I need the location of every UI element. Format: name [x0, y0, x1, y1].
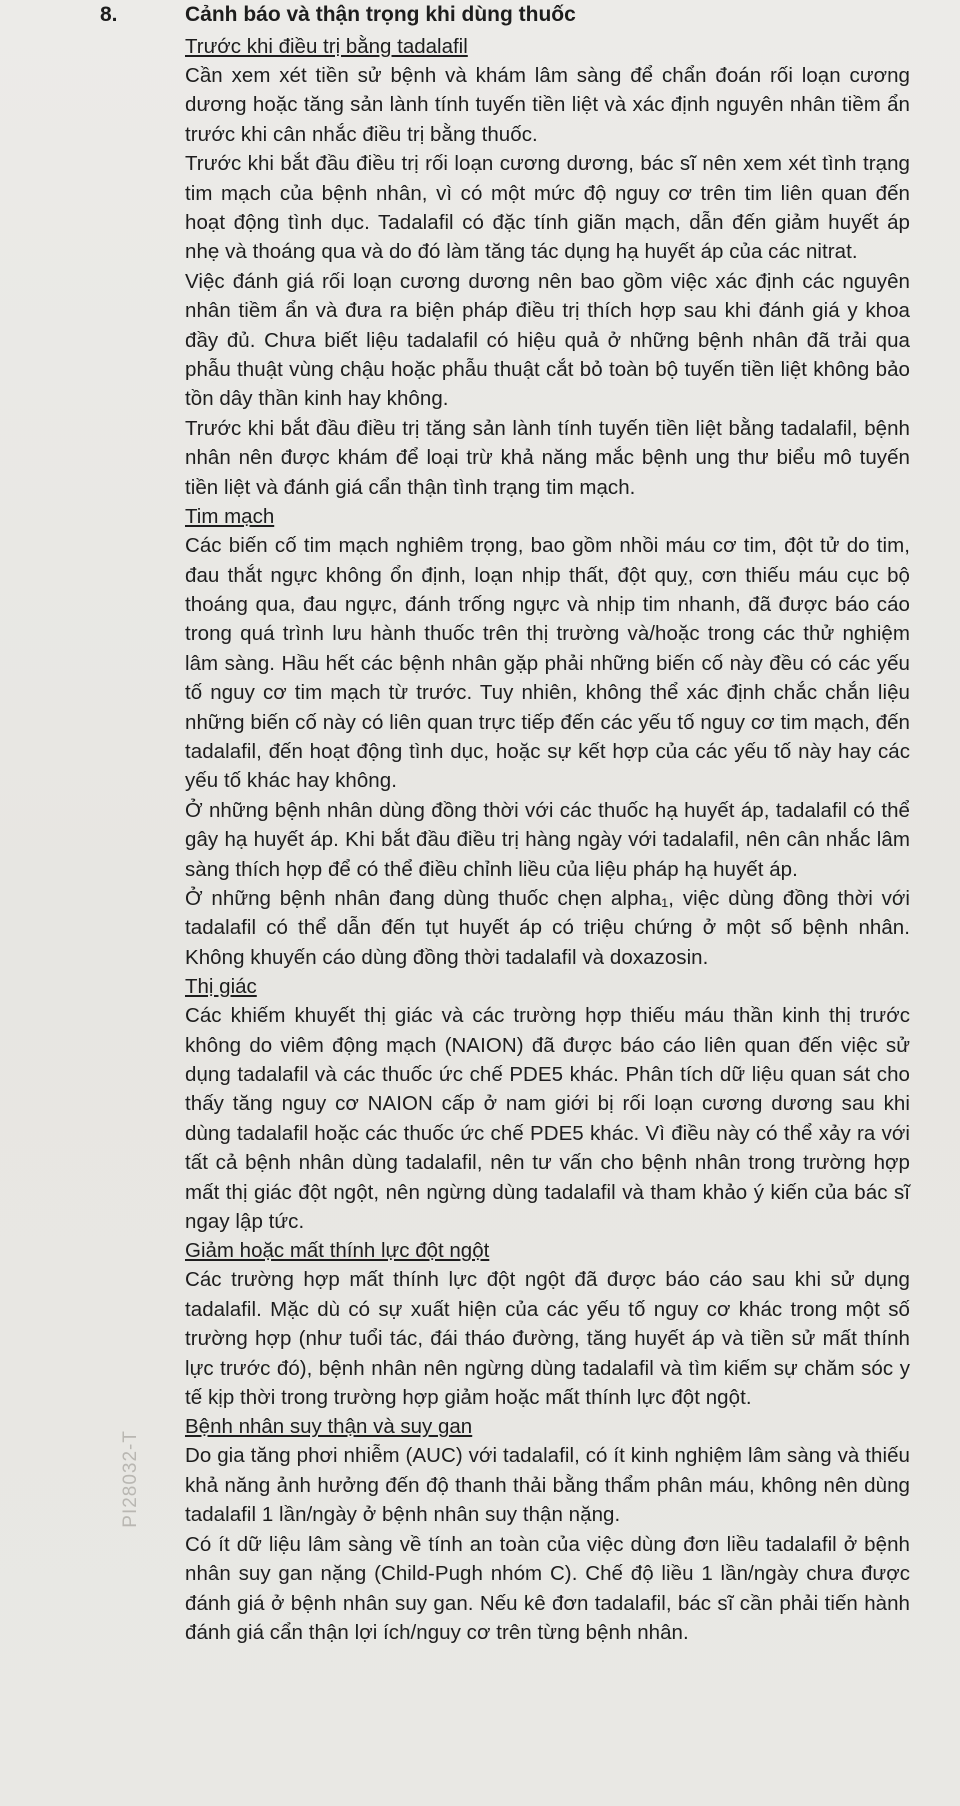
paragraph: Ở những bệnh nhân đang dùng thuốc chẹn alpha₁, việc dùng đồng thời với tadalafil có thể dẫn đến tụt huyết áp có triệu chứng ở một số bệnh nhân. Không khuyến cáo dùng đồng thời tadalafil và doxazosin. [185, 886, 910, 969]
subheading: Bệnh nhân suy thận và suy gan [185, 1415, 473, 1439]
margin-code: PI28032-T [120, 1430, 141, 1528]
subheading: Giảm hoặc mất thính lực đột ngột [185, 1239, 490, 1263]
subheading: Trước khi điều trị bằng tadalafil [185, 35, 468, 58]
paragraph: Việc đánh giá rối loạn cương dương nên bao gồm việc xác định các nguyên nhân tiềm ẩn và đưa ra biện pháp điều trị thích hợp sau khi đánh giá y khoa đầy đủ. Chưa biết liệu tadalafil có hiệu quả ở những bệnh nhân đã trải qua phẫu thuật vùng chậu hoặc phẫu thuật cắt bỏ toàn bộ tuyến tiền liệt không bảo tồn dây thần kinh hay không. [185, 269, 910, 411]
section-title: Cảnh báo và thận trọng khi dùng thuốc [185, 3, 576, 26]
section-number: 8. [100, 3, 118, 26]
paragraph: Cần xem xét tiền sử bệnh và khám lâm sàng để chẩn đoán rối loạn cương dương hoặc tăng sản lành tính tuyến tiền liệt và xác định nguyên nhân tiềm ẩn trước khi cân nhắc điều trị bằng thuốc. [185, 64, 910, 146]
section-body [185, 32, 910, 1647]
subheading: Tim mạch [185, 505, 275, 529]
paragraph: Trước khi bắt đầu điều trị tăng sản lành tính tuyến tiền liệt bằng tadalafil, bệnh nhân nên được khám để loại trừ khả năng mắc bệnh ung thư biểu mô tuyến tiền liệt và đánh giá cẩn thận tình trạng tim mạch. [185, 416, 910, 499]
paragraph: Các trường hợp mất thính lực đột ngột đã được báo cáo sau khi sử dụng tadalafil. Mặc dù có sự xuất hiện của các yếu tố nguy cơ khác trong một số trường hợp (như tuổi tác, đái tháo đường, tăng huyết áp và tiền sử mất thính lực trước đó), bệnh nhân nên ngừng dùng tadalafil và tìm kiếm sự chăm sóc y tế kịp thời trong trường hợp giảm hoặc mất thính lực đột ngột. [185, 1268, 910, 1410]
paragraph: Các khiếm khuyết thị giác và các trường hợp thiếu máu thần kinh thị trước không do viêm động mạch (NAION) đã được báo cáo liên quan đến việc sử dụng tadalafil và các thuốc ức chế PDE5 khác. Phân tích dữ liệu quan sát cho thấy tăng nguy cơ NAION cấp ở nam giới bị rối loạn cương dương sau khi dùng tadalafil hoặc các thuốc ức chế PDE5 khác. Vì điều này có thể xảy ra với tất cả bệnh nhân dùng tadalafil, nên tư vấn cho bệnh nhân trong trường hợp mất thị giác đột ngột, nên ngừng dùng tadalafil và tham khảo ý kiến của bác sĩ ngay lập tức. [185, 1004, 910, 1234]
paragraph: Các biến cố tim mạch nghiêm trọng, bao gồm nhồi máu cơ tim, đột tử do tim, đau thắt ngực không ổn định, loạn nhịp thất, đột quỵ, cơn thiếu máu cục bộ thoáng qua, đau ngực, đánh trống ngực và nhịp tim nhanh, đã được báo cáo trong quá trình lưu hành thuốc trên thị trường và/hoặc trong các thử nghiệm lâm sàng. Hầu hết các bệnh nhân gặp phải những biến cố này đều có các yếu tố nguy cơ tim mạch từ trước. Tuy nhiên, không thể xác định chắc chắn liệu những biến cố này có liên quan trực tiếp đến các yếu tố nguy cơ tim mạch, đến tadalafil, đến hoạt động tình dục, hoặc sự kết hợp của các yếu tố này hay các yếu tố khác hay không. [185, 534, 910, 793]
section-content [185, 2, 910, 1647]
paragraph: Ở những bệnh nhân dùng đồng thời với các thuốc hạ huyết áp, tadalafil có thể gây hạ huyết áp. Khi bắt đầu điều trị hàng ngày với tadalafil, nên cân nhắc lâm sàng thích hợp để có thể điều chỉnh liều của liệu pháp hạ huyết áp. [185, 798, 910, 881]
paragraph: Do gia tăng phơi nhiễm (AUC) với tadalafil, có ít kinh nghiệm lâm sàng và thiếu khả năng ảnh hưởng đến độ thanh thải bằng thẩm phân máu, không nên dùng tadalafil 1 lần/ngày ở bệnh nhân suy thận nặng. [185, 1444, 910, 1527]
paragraph: Có ít dữ liệu lâm sàng về tính an toàn của việc dùng đơn liều tadalafil ở bệnh nhân suy gan nặng (Child-Pugh nhóm C). Chế độ liều 1 lần/ngày chưa được đánh giá ở bệnh nhân suy gan. Nếu kê đơn tadalafil, bác sĩ cần phải tiến hành đánh giá cẩn thận lợi ích/nguy cơ trên từng bệnh nhân. [185, 1532, 910, 1644]
subheading: Thị giác [185, 975, 257, 999]
paragraph: Trước khi bắt đầu điều trị rối loạn cương dương, bác sĩ nên xem xét tình trạng tim mạch của bệnh nhân, vì có một mức độ nguy cơ trên tim liên quan đến hoạt động tình dục. Tadalafil có đặc tính giãn mạch, dẫn đến giảm huyết áp nhẹ và thoáng qua và do đó làm tăng tác dụng hạ huyết áp của các nitrat. [185, 152, 910, 264]
